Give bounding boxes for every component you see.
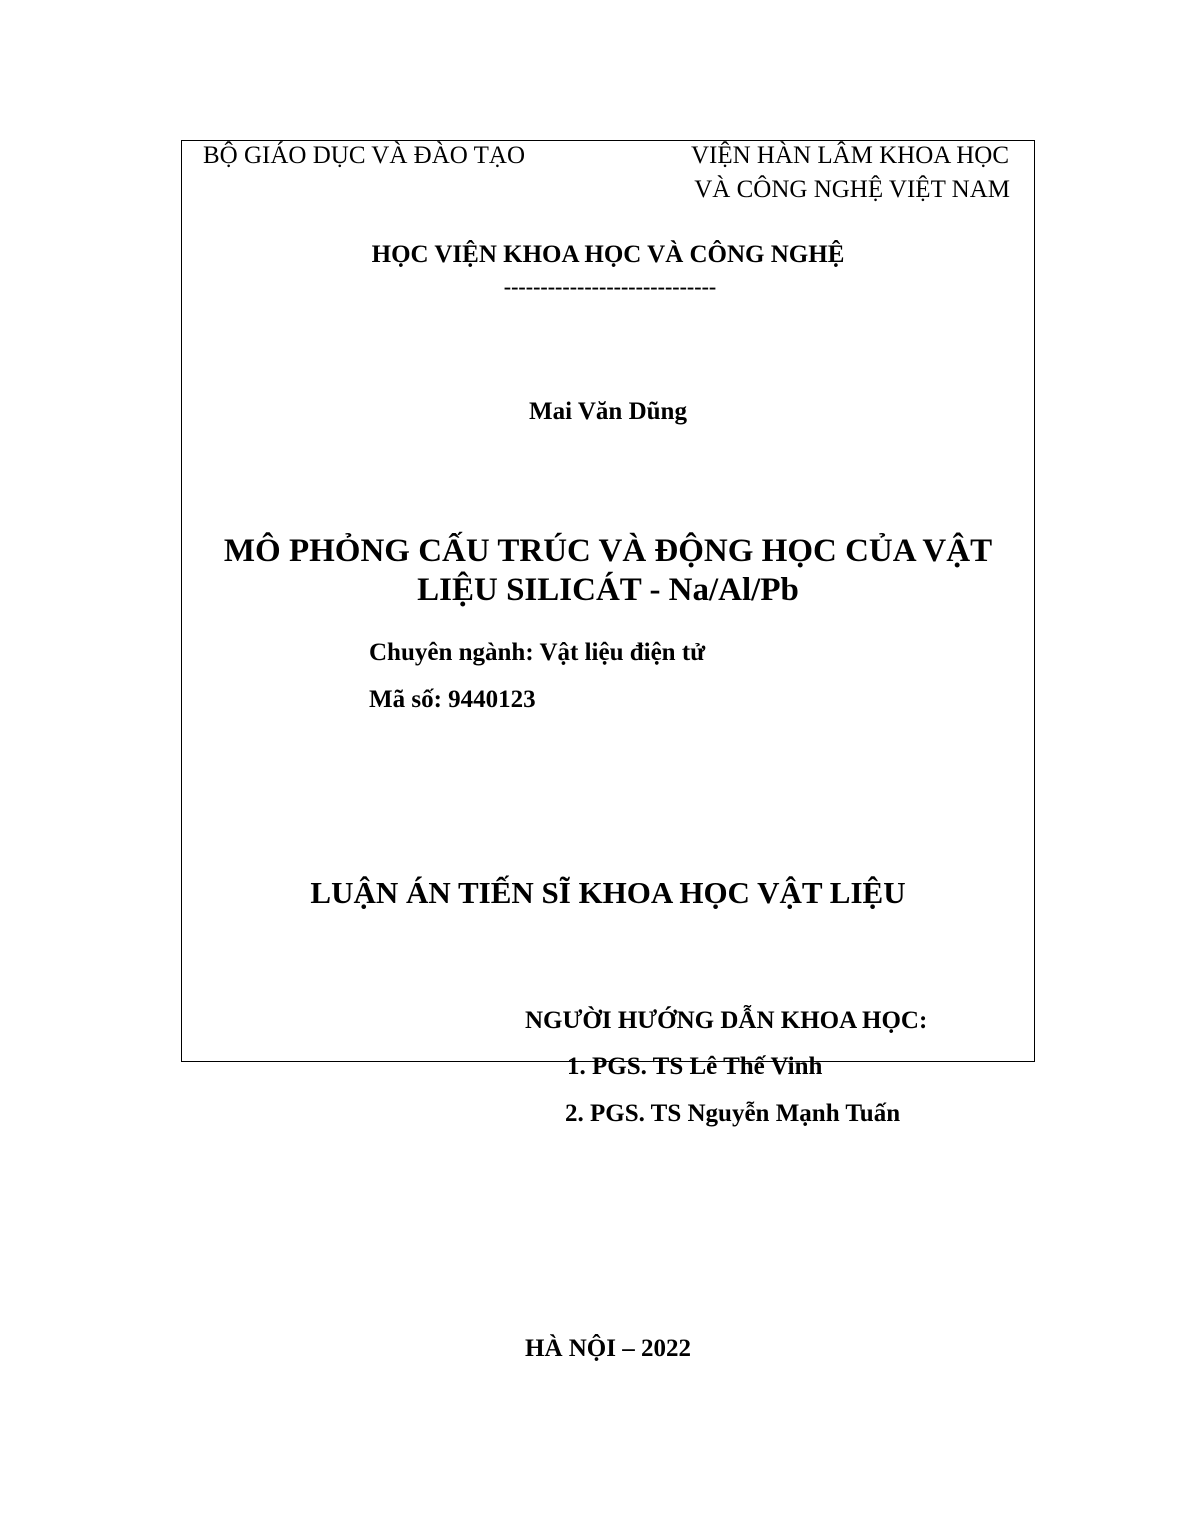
specialization-major: Chuyên ngành: Vật liệu điện tử (369, 639, 706, 666)
supervisor-item: 2. PGS. TS Nguyễn Mạnh Tuấn (565, 1100, 901, 1127)
header-separator: ----------------------------- (503, 274, 717, 299)
specialization-code: Mã số: 9440123 (369, 686, 536, 713)
institute-name: HỌC VIỆN KHOA HỌC VÀ CÔNG NGHỆ (371, 241, 845, 268)
ministry-name: BỘ GIÁO DỤC VÀ ĐÀO TẠO (203, 142, 525, 169)
supervisor-item: 1. PGS. TS Lê Thế Vinh (567, 1053, 823, 1080)
academy-name-line1: VIỆN HÀN LÂM KHOA HỌC (690, 142, 1009, 169)
author-name: Mai Văn Dũng (529, 398, 687, 425)
thesis-title-line1: MÔ PHỎNG CẤU TRÚC VÀ ĐỘNG HỌC CỦA VẬT (223, 533, 993, 569)
thesis-title-line2: LIỆU SILICÁT - Na/Al/Pb (417, 572, 799, 608)
place-and-year: HÀ NỘI – 2022 (525, 1335, 691, 1362)
degree-title: LUẬN ÁN TIẾN SĨ KHOA HỌC VẬT LIỆU (310, 875, 906, 910)
academy-name-line2: VÀ CÔNG NGHỆ VIỆT NAM (694, 176, 1010, 203)
supervisors-heading: NGƯỜI HƯỚNG DẪN KHOA HỌC: (525, 1007, 928, 1034)
